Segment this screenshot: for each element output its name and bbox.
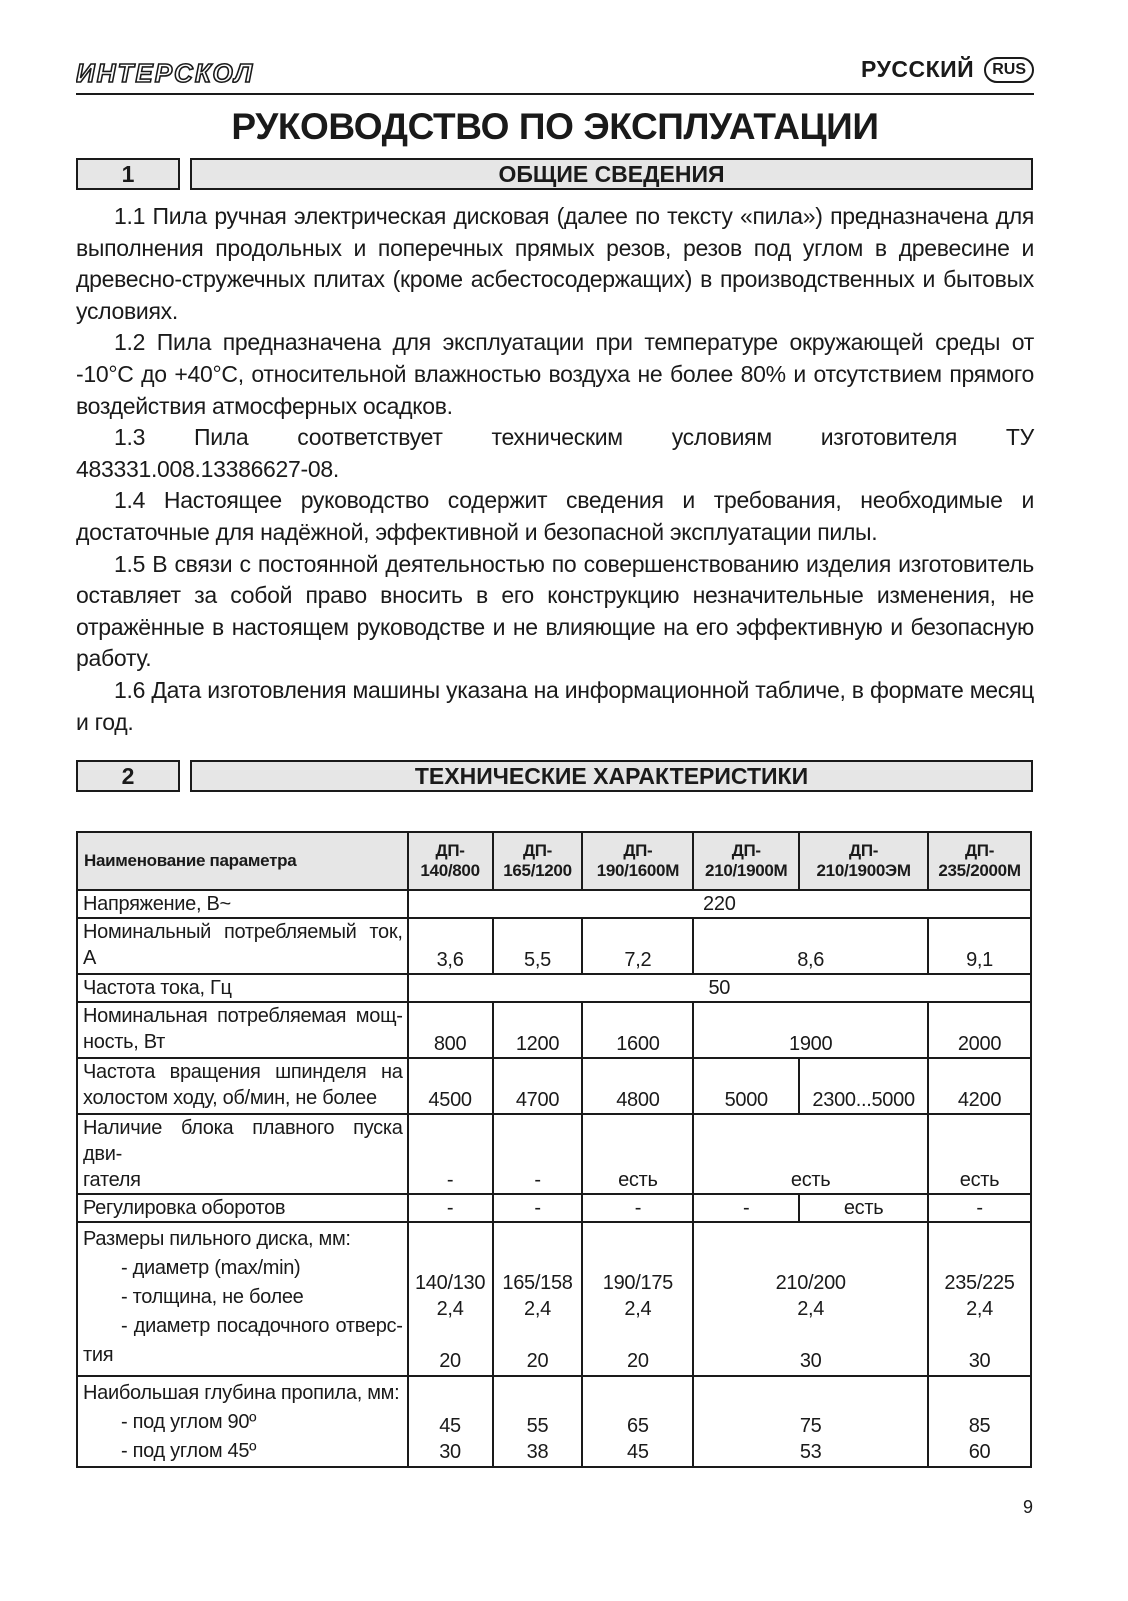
section-2-heading (76, 760, 1034, 792)
table-cell: 5000 (693, 1058, 799, 1114)
section-1-heading (76, 158, 1034, 190)
table-cell: 140/130 2,4 20 (408, 1222, 493, 1376)
table-row (77, 1058, 1031, 1114)
model-header: ДП- 190/1600М (582, 832, 693, 890)
paragraph-1-3-tu: 483331.008.13386627-08. (76, 455, 339, 482)
table-row (77, 890, 1031, 918)
table-cell: 2300...5000 (799, 1058, 928, 1114)
table-cell: 45 30 (408, 1376, 493, 1467)
param-label: Размеры пильного диска, мм: - диаметр (max/min) - толщина, не более - диаметр посадочного отверс- тия (77, 1222, 408, 1376)
paragraph-1-2: 1.2 Пила предназначена для эксплуатации при температуре окружающей среды от -10°С до +40°С, относительной влажностью воздуха не более 80% и отсутствием прямого воздействия атмосферных осадков. (76, 329, 1034, 419)
table-cell: 3,6 (408, 918, 493, 974)
table-cell: есть (582, 1114, 693, 1194)
language-indicator (861, 56, 1034, 83)
table-cell: 165/158 2,4 20 (493, 1222, 583, 1376)
table-cell: 1600 (582, 1002, 693, 1058)
table-cell: 2000 (928, 1002, 1031, 1058)
table-cell: 5,5 (493, 918, 583, 974)
model-header: ДП- 140/800 (408, 832, 493, 890)
model-header: ДП- 235/2000М (928, 832, 1031, 890)
header-divider (76, 93, 1034, 95)
page-header (76, 52, 1034, 94)
language-code-badge: RUS (984, 57, 1034, 83)
table-cell: 210/200 2,4 30 (693, 1222, 928, 1376)
spec-table (76, 831, 1032, 1468)
table-cell: - (582, 1194, 693, 1222)
table-cell: 65 45 (582, 1376, 693, 1467)
table-cell: есть (693, 1114, 928, 1194)
table-row (77, 1194, 1031, 1222)
table-cell: 4500 (408, 1058, 493, 1114)
table-cell: есть (928, 1114, 1031, 1194)
table-cell: - (493, 1194, 583, 1222)
table-cell: 4700 (493, 1058, 583, 1114)
paragraph-1-1: 1.1 Пила ручная электрическая дисковая (далее по тексту «пила») предназначена для выполнения продольных и поперечных прямых резов, резов под углом в древесине и древесно-стружечных плитах (кроме асбестосодержащих) в производственных и бытовых условиях. (76, 203, 1034, 324)
table-cell: 800 (408, 1002, 493, 1058)
language-label: РУССКИЙ (861, 56, 975, 82)
table-cell: 8,6 (693, 918, 928, 974)
param-label: Напряжение, В~ (77, 890, 408, 918)
paragraph-1-6: 1.6 Дата изготовления машины указана на информационной табличе, в формате месяц и год. (76, 676, 1034, 735)
table-row (77, 918, 1031, 974)
table-cell: - (493, 1114, 583, 1194)
table-cell: 1200 (493, 1002, 583, 1058)
table-cell: есть (799, 1194, 928, 1222)
param-column-header: Наименование параметра (77, 832, 408, 890)
param-label: Частота тока, Гц (77, 974, 408, 1002)
page-number: 9 (1022, 1497, 1033, 1517)
model-header: ДП- 210/1900ЭМ (799, 832, 928, 890)
paragraph-1-5: 1.5 В связи с постоянной деятельностью по совершенствованию изделия изготовитель оставляет за собой право вносить в его конструкцию незначительные изменения, не отражённые в настоящем руководстве и не влияющие на его эффективную и безопасную работу. (76, 550, 1034, 672)
param-label: Регулировка оборотов (77, 1194, 408, 1222)
svg-text:ИНТЕРСКОЛ: ИНТЕРСКОЛ (76, 60, 255, 86)
table-cell: - (408, 1114, 493, 1194)
table-cell: 220 (408, 890, 1031, 918)
table-cell: 4800 (582, 1058, 693, 1114)
table-cell: - (693, 1194, 799, 1222)
logo-wordmark-icon (76, 60, 326, 86)
section-1-number: 1 (76, 158, 180, 190)
table-row (77, 1376, 1031, 1467)
table-header-row (77, 832, 1031, 890)
paragraph-1-3: 1.3 Пила соответствует техническим условиям изготовителя ТУ (114, 424, 1034, 451)
section-1-title: ОБЩИЕ СВЕДЕНИЯ (190, 158, 1033, 190)
section-2-number: 2 (76, 760, 180, 792)
table-row (77, 1114, 1031, 1194)
table-cell: 75 53 (693, 1376, 928, 1467)
table-row (77, 974, 1031, 1002)
table-cell: 4200 (928, 1058, 1031, 1114)
model-header: ДП- 165/1200 (493, 832, 583, 890)
section-2-title: ТЕХНИЧЕСКИЕ ХАРАКТЕРИСТИКИ (190, 760, 1033, 792)
section-1-body (76, 201, 1034, 738)
table-row (77, 1002, 1031, 1058)
table-row (77, 1222, 1031, 1376)
document-title: РУКОВОДСТВО ПО ЭКСПЛУАТАЦИИ (231, 106, 879, 147)
table-cell: 190/175 2,4 20 (582, 1222, 693, 1376)
table-cell: 85 60 (928, 1376, 1031, 1467)
table-cell: 55 38 (493, 1376, 583, 1467)
table-cell: - (408, 1194, 493, 1222)
param-label: Номинальная потребляемая мощ- ность, Вт (77, 1002, 408, 1058)
param-label: Наибольшая глубина пропила, мм: - под углом 90º - под углом 45º (77, 1376, 408, 1467)
param-label: Номинальный потребляемый ток, А (77, 918, 408, 974)
table-cell: 235/225 2,4 30 (928, 1222, 1031, 1376)
param-label: Наличие блока плавного пуска дви- гателя (77, 1114, 408, 1194)
table-cell: 50 (408, 974, 1031, 1002)
table-cell: - (928, 1194, 1031, 1222)
param-label: Частота вращения шпинделя на холостом ходу, об/мин, не более (77, 1058, 408, 1114)
model-header: ДП- 210/1900М (693, 832, 799, 890)
table-cell: 7,2 (582, 918, 693, 974)
table-cell: 9,1 (928, 918, 1031, 974)
table-cell: 1900 (693, 1002, 928, 1058)
brand-logo (76, 60, 326, 91)
paragraph-1-4: 1.4 Настоящее руководство содержит сведения и требования, необходимые и достаточные для надёжной, эффективной и безопасной эксплуатации пилы. (76, 487, 1034, 545)
